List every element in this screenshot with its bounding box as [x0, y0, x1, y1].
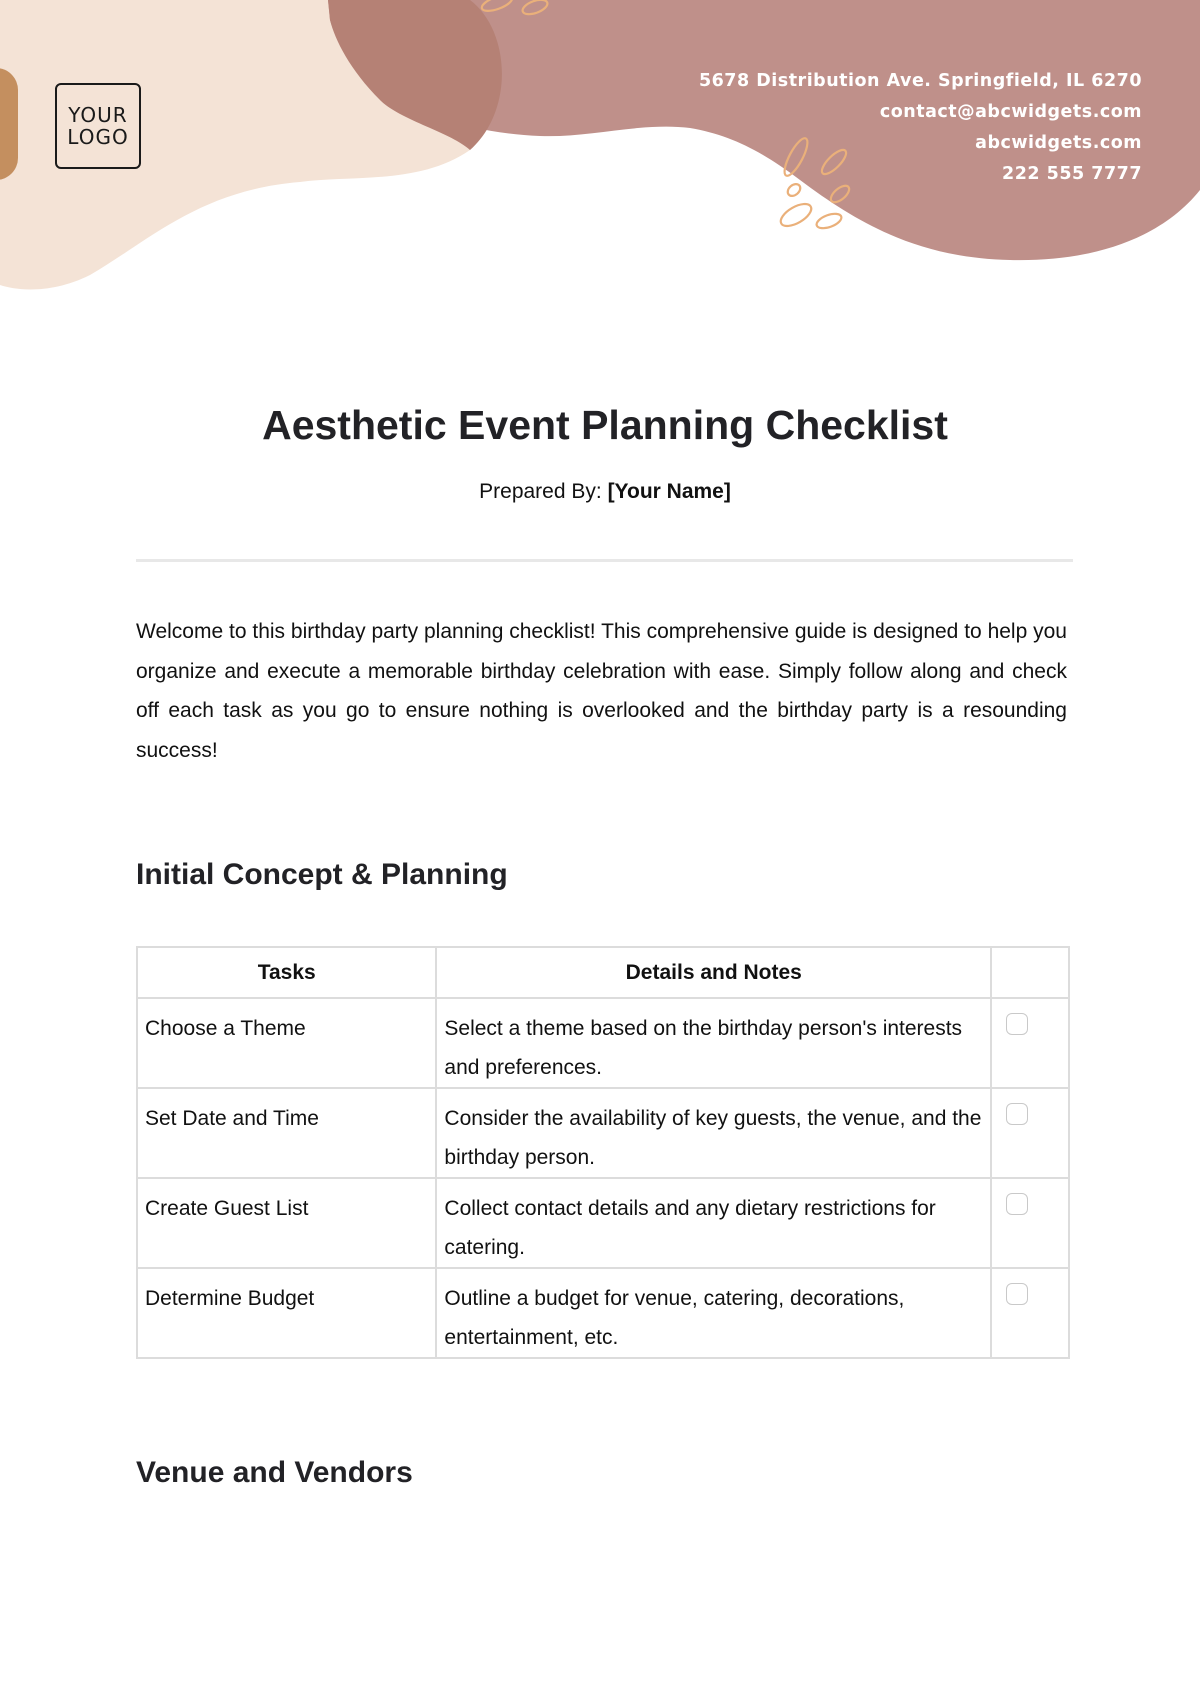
details-cell: Collect contact details and any dietary restrictions for catering. — [436, 1178, 991, 1268]
task-cell: Choose a Theme — [137, 998, 436, 1088]
check-cell — [991, 1268, 1069, 1358]
contact-phone: 222 555 7777 — [1002, 164, 1142, 184]
header-details: Details and Notes — [436, 947, 991, 998]
intro-paragraph: Welcome to this birthday party planning checklist! This comprehensive guide is designed to help you organize and execute a memorable birthday celebration with ease. Simply follow along and check off each task as you go to ensure nothing is overlooked and the birthday party is a resounding success! — [136, 620, 1067, 762]
header-tasks: Tasks — [137, 947, 436, 998]
document-title: Aesthetic Event Planning Checklist — [262, 402, 948, 448]
check-cell — [991, 1088, 1069, 1178]
contact-info — [699, 66, 1142, 190]
task-checkbox[interactable] — [1006, 1013, 1028, 1035]
table-header-row — [137, 947, 1069, 998]
table-row — [137, 1268, 1069, 1358]
task-checkbox[interactable] — [1006, 1283, 1028, 1305]
title-divider — [136, 559, 1073, 562]
table-row — [137, 1088, 1069, 1178]
task-checkbox[interactable] — [1006, 1103, 1028, 1125]
prepared-by — [0, 480, 1200, 504]
prepared-by-value: [Your Name] — [607, 480, 731, 503]
details-cell: Consider the availability of key guests, the venue, and the birthday person. — [436, 1088, 991, 1178]
details-cell: Outline a budget for venue, catering, decorations, entertainment, etc. — [436, 1268, 991, 1358]
check-cell — [991, 998, 1069, 1088]
section-title-venue-vendors: Venue and Vendors — [136, 1456, 413, 1489]
task-cell: Set Date and Time — [137, 1088, 436, 1178]
contact-website: abcwidgets.com — [975, 133, 1142, 153]
task-cell: Create Guest List — [137, 1178, 436, 1268]
task-checkbox[interactable] — [1006, 1193, 1028, 1215]
check-cell — [991, 1178, 1069, 1268]
logo-line-1: YOUR — [68, 103, 128, 127]
contact-address: 5678 Distribution Ave. Springfield, IL 6270 — [698, 71, 1142, 91]
logo-placeholder — [55, 83, 141, 169]
logo-line-2: LOGO — [67, 125, 129, 149]
table-row — [137, 998, 1069, 1088]
details-cell: Select a theme based on the birthday person's interests and preferences. — [436, 998, 991, 1088]
contact-email: contact@abcwidgets.com — [879, 102, 1142, 122]
checklist-table — [136, 946, 1070, 1359]
prepared-by-label: Prepared By: — [479, 480, 602, 503]
section-title-initial-concept: Initial Concept & Planning — [136, 858, 508, 891]
gold-accent-shape — [0, 68, 18, 180]
task-cell: Determine Budget — [137, 1268, 436, 1358]
table-row — [137, 1178, 1069, 1268]
header-check — [991, 947, 1069, 998]
